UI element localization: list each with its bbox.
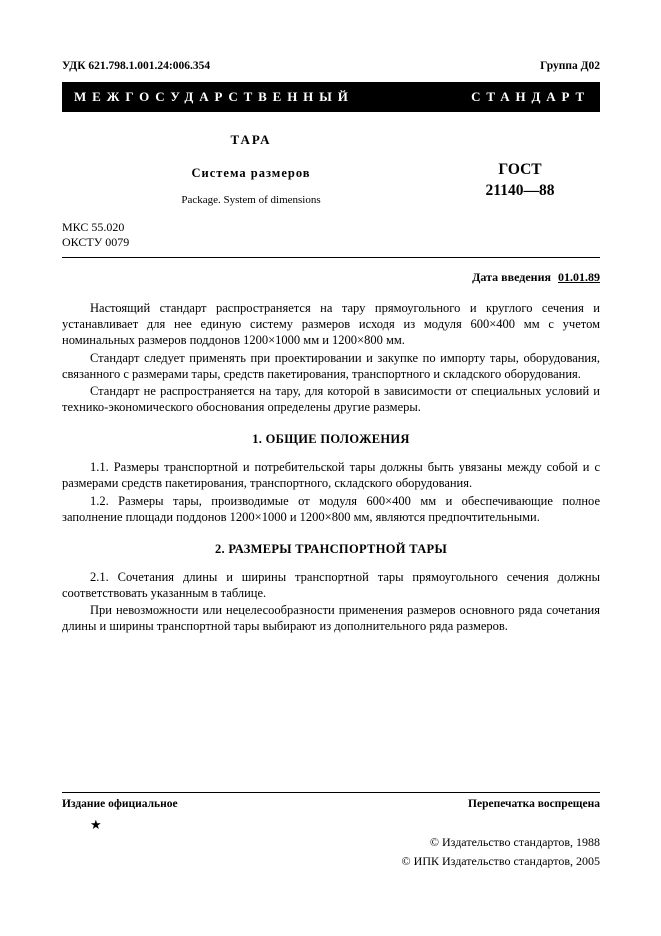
banner-word-1: МЕЖГОСУДАРСТВЕННЫЙ [74,89,354,104]
paragraph-1-2: 1.2. Размеры тары, производимые от модуля 600×400 мм и обеспечивающие полное заполнение площади поддонов 1200×1000 и 1200×800 мм, являются предпочтительными. [62,493,600,524]
official-edition-label: Издание официальное [62,798,178,810]
intro-paragraph-3: Стандарт не распространяется на тару, для которой в зависимости от специальных условий и технико-экономического обоснования определены другие размеры. [62,384,600,415]
page-content [62,60,600,637]
title-row [62,132,600,206]
document-body [62,301,600,635]
gost-designation [440,160,600,206]
standard-type-banner [62,82,600,112]
group-code: Группа Д02 [540,60,600,72]
section-1-heading: 1. ОБЩИЕ ПОЛОЖЕНИЯ [252,432,410,447]
mks-code: МКС 55.020 [62,220,125,234]
banner-word-2: СТАНДАРТ [471,89,590,104]
footer-row [62,798,600,810]
effective-date-line [62,270,600,285]
paragraph-1-1: 1.1. Размеры транспортной и потребительской тары должны быть увязаны между собой и с размерами средств пакетирования, транспортного, складского оборудования. [62,460,600,490]
okstu-code: ОКСТУ 0079 [62,235,130,249]
doc-subtitle: Система размеров [191,166,311,180]
copyright-line-1: © Издательство стандартов, 1988 [429,835,600,849]
star-icon: ★ [90,817,102,832]
header-divider [62,257,600,258]
footer-divider [62,792,600,793]
copyright-line-2: © ИПК Издательство стандартов, 2005 [401,853,600,868]
gost-number: 21140—88 [485,181,555,199]
reprint-prohibited-label: Перепечатка воспрещена [468,798,600,810]
udk-code: УДК 621.798.1.001.24:006.354 [62,60,211,72]
doc-subtitle-english: Package. System of dimensions [181,194,321,206]
top-codes-row [62,60,600,72]
paragraph-2-1: 2.1. Сочетания длины и ширины транспортной тары прямоугольного сечения должны соответствовать указанным в таблице. [62,569,600,600]
copyright-block [62,833,600,870]
title-stack [62,132,440,206]
doc-title: ТАРА [230,132,272,147]
section-2-heading: 2. РАЗМЕРЫ ТРАНСПОРТНОЙ ТАРЫ [214,541,448,556]
paragraph-2-2: При невозможности или нецелесообразности применения размеров основного ряда сочетания длины и ширины транспортной тары выбирают из дополнительного ряда размеров. [62,603,600,634]
effective-date-value: 01.01.89 [558,270,600,284]
page-footer [62,792,600,870]
intro-paragraph-1: Настоящий стандарт распространяется на тару прямоугольного и круглого сечения и устанавливает для нее единую систему размеров исходя из модуля 600×400 мм с учетом номинальных размеров поддонов 1200×1000 мм и 1200×800 мм. [62,301,600,347]
intro-paragraph-2: Стандарт следует применять при проектировании и закупке по импорту тары, оборудования, связанного с размерами тары, средств пакетирования, транспортного и складского оборудования. [62,350,600,381]
effective-date-label: Дата введения [472,270,551,284]
gost-label: ГОСТ [498,161,542,178]
classification-codes [62,220,600,250]
